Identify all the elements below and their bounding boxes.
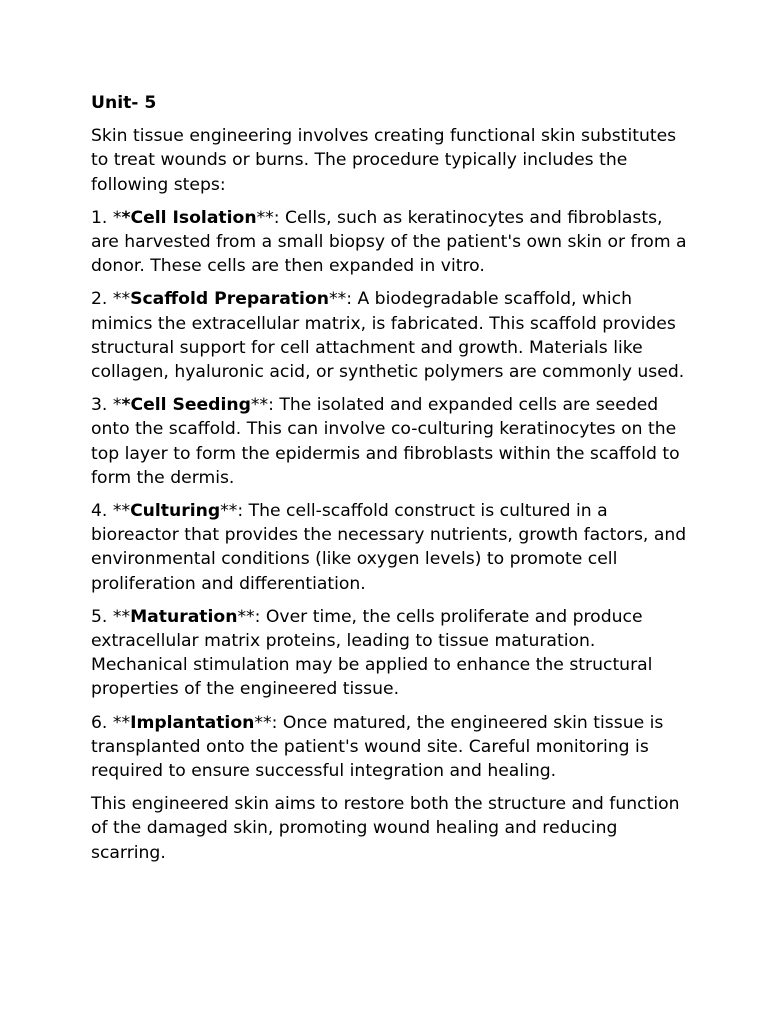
step-text: **: A biodegradable scaffold, which mimics the extracellular matrix, is fabricated. This scaffold provides structural support for cell attachment and growth. Materials like collagen, hyaluronic acid, or synthetic polymers are commonly used. (91, 289, 685, 383)
step-text: **: The cell-scaffold construct is cultured in a bioreactor that provides the necessary nutrients, growth factors, and environmental conditions (like oxygen levels) to promote cell proliferation and differentiation. (91, 501, 687, 594)
step-prefix: 2. ** (91, 289, 131, 310)
step-text: **: Cells, such as keratinocytes and fibroblasts, are harvested from a small biopsy of the patient's own skin or from a donor. These cells are then expanded in vitro. (91, 207, 687, 277)
step-term: Culturing (130, 501, 221, 522)
step-paragraph-6 (91, 711, 691, 784)
step-term: *Cell Seeding (121, 395, 251, 416)
step-paragraph-2 (91, 287, 691, 384)
conclusion-paragraph: This engineered skin aims to restore both the structure and function of the damaged skin, promoting wound healing and reducing scarring. (91, 794, 680, 863)
step-term: Implantation (130, 712, 255, 733)
step-paragraph-3 (91, 393, 691, 490)
step-prefix: 6. ** (91, 712, 131, 733)
step-term: Scaffold Preparation (130, 289, 329, 310)
step-text: **: Once matured, the engineered skin tissue is transplanted onto the patient's wound site. Careful monitoring is required to ensure successful integration and healing. (91, 712, 664, 782)
step-paragraph-4 (91, 499, 691, 596)
step-paragraph-5 (91, 605, 691, 702)
step-term: Maturation (130, 606, 238, 627)
step-prefix: 3. * (91, 395, 122, 416)
step-prefix: 1. * (91, 207, 122, 228)
step-prefix: 4. ** (91, 501, 131, 522)
step-prefix: 5. ** (91, 606, 131, 627)
step-text: **: Over time, the cells proliferate and produce extracellular matrix proteins, leading to tissue maturation. Mechanical stimulation may be applied to enhance the structural properties of the engineered tissue. (91, 606, 653, 700)
step-term: *Cell Isolation (121, 207, 257, 228)
intro-paragraph: Skin tissue engineering involves creating functional skin substitutes to treat wounds or burns. The procedure typically includes the following steps: (91, 126, 677, 195)
step-text: **: The isolated and expanded cells are seeded onto the scaffold. This can involve co-culturing keratinocytes on the top layer to form the epidermis and fibroblasts within the scaffold to form the dermis. (91, 395, 680, 488)
document-page (91, 91, 691, 874)
step-paragraph-1 (91, 206, 691, 279)
unit-heading: Unit- 5 (91, 93, 157, 113)
